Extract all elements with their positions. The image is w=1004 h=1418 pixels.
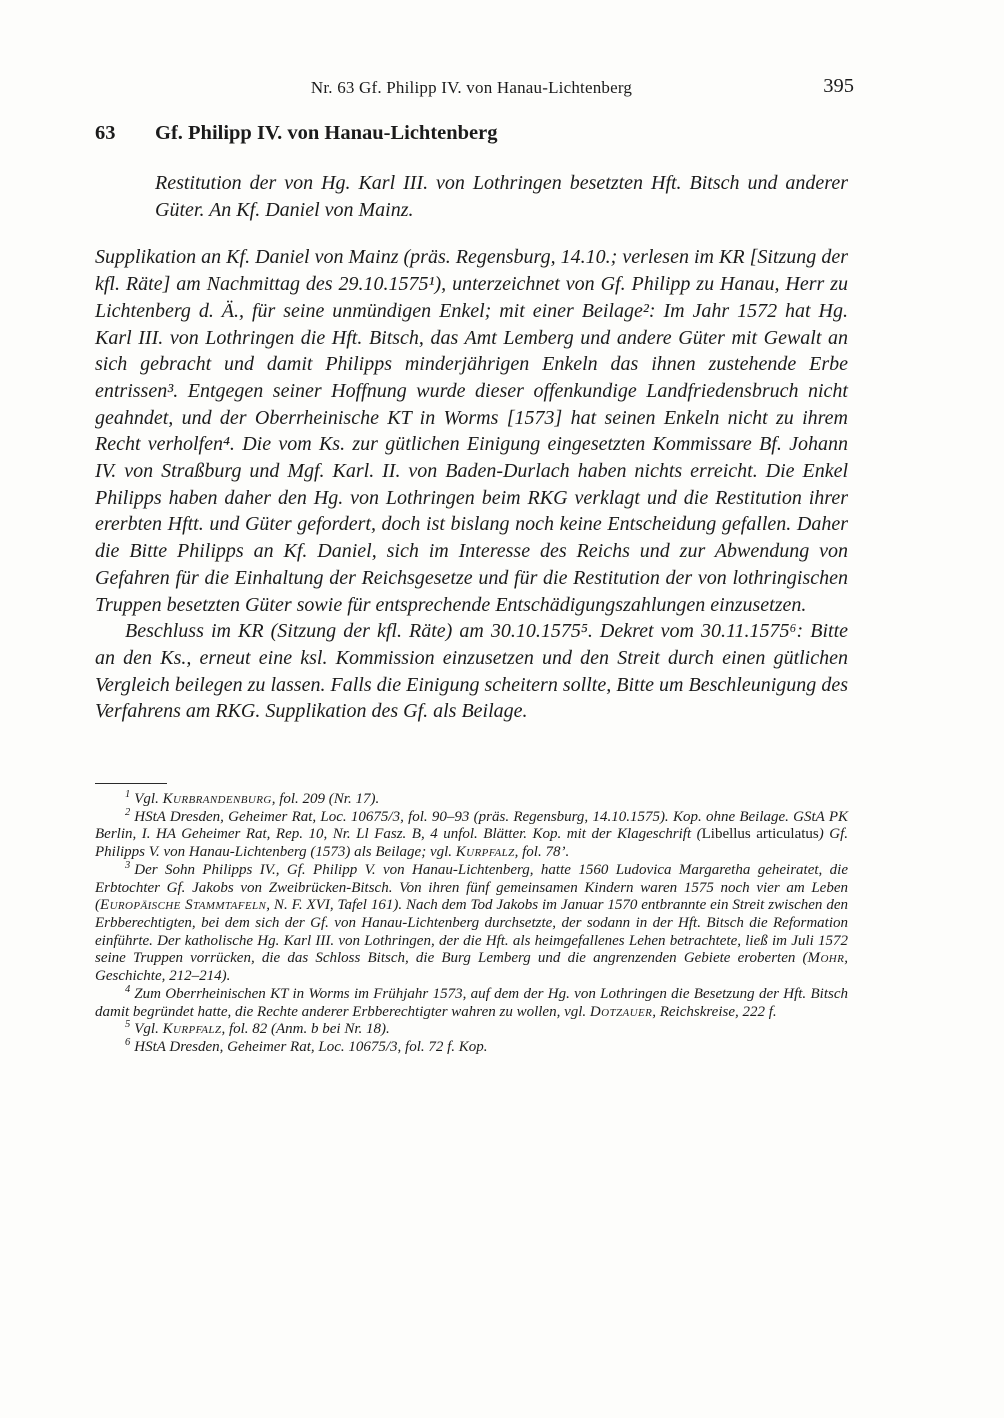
footnote-6-number: 6 [125,1036,131,1048]
footnote-text-segment: HStA Dresden, Geheimer Rat, Loc. 10675/3, fol. 90–93 (präs. Regensburg, 14.10.1575). Kop. ohne Beilage. GStA PK Berlin, I. HA Geheimer Rat, Rep. 10, Nr. Ll Fasz. B, 4 unfol. Blätter. Kop. mit der Klageschrift ( [95,808,848,843]
footnote-1-number: 1 [125,789,131,801]
footnote-text-segment: Der Sohn Philipps IV., Gf. Philipp V. von Hanau-Lichtenberg, hatte 1560 Ludovica Margaretha geheiratet, die Erbtochter Gf. Jakobs von Zweibrücken-Bitsch. Von ihren fünf gemeinsamen Kindern waren 1575 noch vier am Leben ( [95,861,848,914]
footnote-3-number: 3 [125,859,131,871]
section-title: Gf. Philipp IV. von Hanau-Lichtenberg [155,122,498,144]
footnotes-section [95,791,848,1057]
footnote-text-segment: Kurbrandenburg [162,791,272,808]
footnote-text-segment: HStA Dresden, Geheimer Rat, Loc. 10675/3, fol. 72 f. Kop. [134,1038,488,1055]
section-number: 63 [95,122,116,144]
footnote-2-number: 2 [125,806,131,818]
footnote-text-segment: , fol. 209 (Nr. 17). [271,791,380,808]
footnote-text-segment: , Reichskreise, 222 f. [652,1003,777,1020]
body-paragraph-2: Beschluss im KR (Sitzung der kfl. Räte) am 30.10.1575⁵. Dekret vom 30.11.1575⁶: Bitte an den Ks., erneut eine ksl. Kommission einzusetzen und den Streit durch einen gütlichen Vergleich beilegen zu lassen. Falls die Einigung scheitern sollte, Bitte um Beschleunigung des Verfahrens am RKG. Supplikation des Gf. als Beilage. [95,620,848,723]
footnote-6-text [134,1039,487,1055]
footnote-text-segment: Dotzauer [589,1003,653,1020]
footnote-text-segment: ) Gf. Philipps V. von Hanau-Lichtenberg (1573) als Beilage; vgl. [95,826,848,861]
footnote-text-segment: Mohr [807,950,845,967]
footnote-text-segment: Libellus articulatus [701,826,819,843]
footnote-text-segment: Vgl. [134,791,163,808]
footnote-3 [95,859,848,986]
running-header-title: Nr. 63 Gf. Philipp IV. von Hanau-Lichtenberg [310,78,633,97]
footnote-4-number: 4 [125,983,131,995]
footnote-2-text [95,806,848,861]
running-header [95,75,854,106]
footnote-text-segment: Europäische Stammtafeln [100,897,267,914]
footnote-text-segment: Vgl. [134,1021,163,1038]
footnote-separator-rule [95,783,167,784]
footnote-text-segment: , Geschichte, 212–214). [95,950,848,985]
footnote-5-text [134,1021,390,1037]
footnote-text-segment: , fol. 82 (Anm. b bei Nr. 18). [221,1021,390,1038]
footnote-1-text [134,791,379,807]
section-heading [95,120,848,146]
footnote-3-text [95,859,848,985]
footnote-text-segment: , fol. 78’. [514,844,570,861]
body-paragraph-1: Supplikation an Kf. Daniel von Mainz (präs. Regensburg, 14.10.; verlesen im KR [Sitzung der kfl. Räte] am Nachmittag des 29.10.1575¹), unterzeichnet von Gf. Philipp zu Hanau, Herr zu Lichtenberg d. Ä., für seine unmündigen Enkel; mit einer Beilage²: Im Jahr 1572 hat Hg. Karl III. von Lothringen die Hft. Bitsch, das Amt Lemberg und andere Güter mit Gewalt an sich gebracht und damit Philipps minderjährigen Enkeln das ihnen zustehende Erbe entrissen³. Entgegen seiner Hoffnung wurde dieser offenkundige Landfriedensbruch nicht geahndet, und der Oberrheinische KT in Worms [1573] hat seinen Enkeln nicht zu ihrem Recht verholfen⁴. Die vom Ks. zur gütlichen Einigung eingesetzten Kommissare Bf. Johann IV. von Straßburg und Mgf. Karl. II. von Baden-Durlach haben nichts erreicht. Die Enkel Philipps haben daher den Hg. von Lothringen beim RKG verklagt und die Restitution ihrer ererbten Hftt. und Güter gefordert, doch ist bislang noch keine Entscheidung gefallen. Daher die Bitte Philipps an Kf. Daniel, sich im Interesse des Reichs und zur Abwendung von Gefahren für die Einhaltung der Reichsgesetze und für die Restitution der von lothringischen Truppen besetzten Güter sowie für entsprechende Entschädigungszahlungen einzusetzen. [95,246,848,616]
footnote-6 [95,1036,848,1057]
footnote-5 [95,1021,848,1039]
footnote-text-segment: , N. F. XVI, Tafel 161). Nach dem Tod Jakobs im Januar 1570 entbrannte ein Streit zwischen den Erbberechtigten, bei dem sich der Gf. von Hanau-Lichtenberg durchsetzte, der sodann in der Hft. Bitsch die Reformation einführte. Der katholische Hg. Karl III. von Lothringen, der die Hft. als heimgefallenes Lehen betrachtete, ließ im Juli 1572 seine Truppen vorrücken, die das Schloss Bitsch, die Burg Lemberg und die angrenzenden Gebiete eroberten ( [95,897,848,967]
document-regest-summary: Restitution der von Hg. Karl III. von Lothringen besetzten Hft. Bitsch und anderer Güter. An Kf. Daniel von Mainz. [155,172,848,221]
footnote-text-segment: Kurpfalz [455,844,515,861]
footnote-4 [95,983,848,1021]
footnote-text-segment: Zum Oberrheinischen KT in Worms im Frühjahr 1573, auf dem der Hg. von Lothringen die Besetzung der Hft. Bitsch damit begründet hatte, die Rechte anderer Erbberechtigter wahren zu wollen, vgl. [95,985,848,1020]
page-number: 395 [823,75,854,97]
footnote-1 [95,791,848,809]
footnote-2 [95,806,848,862]
footnote-4-text [95,983,848,1020]
footnote-5-number: 5 [125,1019,131,1031]
footnote-text-segment: Kurpfalz [162,1021,222,1038]
